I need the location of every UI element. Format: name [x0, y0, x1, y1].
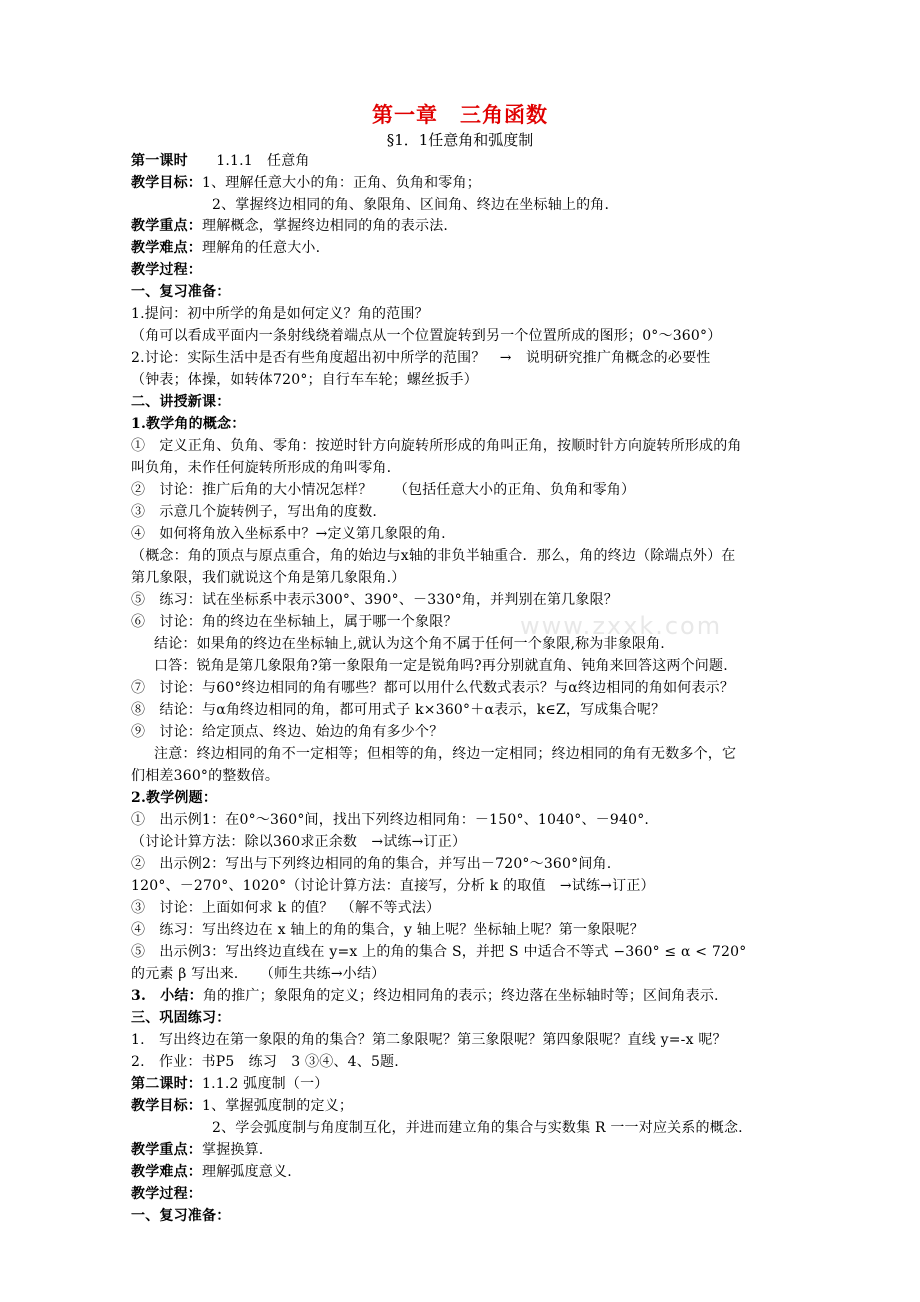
- text-line: [131, 546, 736, 566]
- text-line: [131, 1074, 328, 1094]
- line-heading: 教学过程：: [131, 262, 202, 278]
- line-text: 结论：如果角的终边在坐标轴上,就认为这个角不属于任何一个象限,称为非象限角.: [154, 636, 665, 652]
- line-heading: 第二课时：: [131, 1076, 202, 1092]
- text-line: [131, 1162, 292, 1182]
- text-line: [131, 568, 405, 588]
- line-text: ① 出示例1：在0°～360°间，找出下列终边相同角：－150°、1040°、－940°.: [131, 812, 650, 828]
- line-text: ② 讨论：推广后角的大小情况怎样？ （包括任意大小的正角、负角和零角）: [131, 482, 636, 498]
- text-line: [131, 436, 742, 456]
- text-line: [154, 744, 736, 764]
- text-line: [131, 612, 458, 632]
- text-line: [131, 304, 429, 324]
- text-line: [131, 832, 466, 852]
- watermark: www.zxxk.com: [520, 612, 723, 640]
- line-text: ④ 练习：写出终边在 x 轴上的角的集合，y 轴上呢？坐标轴上呢？第一象限呢？: [131, 922, 644, 938]
- line-heading: 第一课时: [131, 153, 188, 169]
- text-line: [131, 810, 649, 830]
- text-line: [212, 1118, 743, 1138]
- line-text: 1.1.2 弧度制（一）: [202, 1076, 329, 1092]
- text-line: [131, 678, 734, 698]
- line-text: 2、学会弧度制与角度制互化，并进而建立角的集合与实数集 R 一一对应关系的概念.: [212, 1120, 743, 1136]
- text-line: [154, 634, 665, 654]
- line-text: 2.讨论：实际生活中是否有些角度超出初中所学的范围？ → 说明研究推广角概念的必要性: [131, 350, 711, 366]
- section-subtitle: §1．1任意角和弧度制: [386, 131, 534, 149]
- line-text: 1.1.1 任意角: [187, 153, 310, 169]
- text-line: [131, 1008, 230, 1028]
- text-line: [131, 942, 746, 962]
- line-text: ③ 讨论：上面如何求 k 的值？ （解不等式法）: [131, 900, 441, 916]
- text-line: [131, 876, 655, 896]
- line-text: 1、掌握弧度制的定义；: [202, 1098, 354, 1114]
- line-text: 120°、－270°、1020°（讨论计算方法：直接写，分析 k 的取值 →试练→订正）: [131, 878, 655, 894]
- line-heading: 教学重点：: [131, 218, 202, 234]
- line-heading: 教学目标：: [131, 1098, 202, 1114]
- text-line: [131, 502, 377, 522]
- line-heading: 教学过程：: [131, 1186, 202, 1202]
- text-line: [131, 1096, 353, 1116]
- text-line: [131, 173, 481, 193]
- text-line: [131, 722, 443, 742]
- line-text: ⑨ 讨论：给定顶点、终边、始边的角有多少个？: [131, 724, 444, 740]
- text-line: [131, 590, 618, 610]
- line-text: 1. 写出终边在第一象限的角的集合？第二象限呢？第三象限呢？第四象限呢？直线 y=-x 呢？: [131, 1032, 727, 1048]
- line-text: （概念：角的顶点与原点重合，角的始边与x轴的非负半轴重合．那么，角的终边（除端点外）在: [131, 548, 736, 564]
- line-heading: 3. 小结：: [131, 988, 203, 1004]
- line-text: ② 出示例2：写出与下列终边相同的角的集合，并写出－720°～360°间角.: [131, 856, 612, 872]
- text-line: [212, 195, 609, 215]
- line-text: ⑧ 结论：与α角终边相同的角，都可用式子 k×360°＋α表示，k∈Z，写成集合呢？: [131, 702, 666, 718]
- text-line: [131, 282, 230, 302]
- line-text: 掌握换算.: [202, 1142, 264, 1158]
- line-text: 口答：锐角是第几象限角?第一象限角一定是锐角吗?再分别就直角、钝角来回答这两个问题.: [154, 658, 728, 674]
- line-text: 理解角的任意大小.: [202, 240, 321, 256]
- line-text: 理解概念，掌握终边相同的角的表示法.: [202, 218, 449, 234]
- text-line: [131, 766, 279, 786]
- line-text: ① 定义正角、负角、零角：按逆时针方向旋转所形成的角叫正角，按顺时针方向旋转所形成的角: [131, 438, 742, 454]
- line-text: ⑥ 讨论：角的终边在坐标轴上，属于哪一个象限？: [131, 614, 458, 630]
- line-heading: 教学难点：: [131, 240, 202, 256]
- text-line: [131, 348, 711, 368]
- text-line: [131, 1206, 230, 1226]
- line-heading: 三、巩固练习：: [131, 1010, 231, 1026]
- line-text: 2、掌握终边相同的角、象限角、区间角、终边在坐标轴上的角.: [212, 197, 610, 213]
- line-text: 们相差360°的整数倍。: [131, 768, 280, 784]
- text-line: [131, 524, 446, 544]
- chapter-title: 第一章 三角函数: [372, 102, 548, 127]
- text-line: [131, 458, 391, 478]
- line-text: ③ 示意几个旋转例子，写出角的度数.: [131, 504, 378, 520]
- line-heading: 一、复习准备：: [131, 1208, 231, 1224]
- text-line: [131, 920, 644, 940]
- line-text: 叫负角，未作任何旋转所形成的角叫零角.: [131, 460, 392, 476]
- text-line: [131, 964, 385, 984]
- line-text: ④ 如何将角放入坐标系中？→定义第几象限的角.: [131, 526, 446, 542]
- line-heading: 教学目标：: [131, 175, 202, 191]
- text-line: [131, 326, 721, 346]
- text-line: [131, 260, 202, 280]
- line-heading: 2.教学例题：: [131, 790, 218, 806]
- text-line: [131, 414, 245, 434]
- line-text: 2. 作业：书P5 练习 3 ③④、4、5题.: [131, 1054, 399, 1070]
- text-line: [131, 238, 320, 258]
- text-line: [131, 1140, 263, 1160]
- text-line: [131, 788, 217, 808]
- text-line: [131, 854, 611, 874]
- line-text: 的元素 β 写出来. （师生共练→小结）: [131, 966, 386, 982]
- line-text: 1、理解任意大小的角：正角、负角和零角；: [202, 175, 481, 191]
- text-line: [131, 898, 440, 918]
- text-line: [131, 986, 719, 1006]
- text-line: [131, 1030, 727, 1050]
- text-line: [131, 392, 230, 412]
- text-line: [131, 1184, 202, 1204]
- text-line: [131, 480, 635, 500]
- line-text: 理解弧度意义.: [202, 1164, 292, 1180]
- line-heading: 1.教学角的概念：: [131, 416, 246, 432]
- line-heading: 教学重点：: [131, 1142, 202, 1158]
- line-text: （角可以看成平面内一条射线绕着端点从一个位置旋转到另一个位置所成的图形；0°～360°）: [131, 328, 722, 344]
- text-line: [131, 700, 665, 720]
- line-heading: 教学难点：: [131, 1164, 202, 1180]
- text-line: [131, 1052, 399, 1072]
- line-heading: 二、讲授新课：: [131, 394, 231, 410]
- line-text: ⑦ 讨论：与60°终边相同的角有哪些？都可以用什么代数式表示？与α终边相同的角如何表示？: [131, 680, 735, 696]
- line-text: （钟表；体操，如转体720°；自行车车轮；螺丝扳手）: [131, 372, 478, 388]
- line-text: （讨论计算方法：除以360求正余数 →试练→订正）: [131, 834, 467, 850]
- line-text: 第几象限，我们就说这个角是第几象限角.）: [131, 570, 406, 586]
- line-text: 角的推广；象限角的定义；终边相同角的表示；终边落在坐标轴时等；区间角表示.: [202, 988, 719, 1004]
- text-line: [131, 216, 448, 236]
- line-heading: 一、复习准备：: [131, 284, 231, 300]
- line-text: ⑤ 练习：试在坐标系中表示300°、390°、－330°角，并判别在第几象限？: [131, 592, 618, 608]
- line-text: ⑤ 出示例3：写出终边直线在 y=x 上的角的集合 S，并把 S 中适合不等式 −360° ≤ α < 720°: [131, 944, 747, 960]
- line-text: 1.提问：初中所学的角是如何定义？角的范围？: [131, 306, 429, 322]
- line-text: 注意：终边相同的角不一定相等；但相等的角，终边一定相同；终边相同的角有无数多个，它: [154, 746, 737, 762]
- text-line: [154, 656, 728, 676]
- text-line: [131, 151, 310, 171]
- text-line: [131, 370, 478, 390]
